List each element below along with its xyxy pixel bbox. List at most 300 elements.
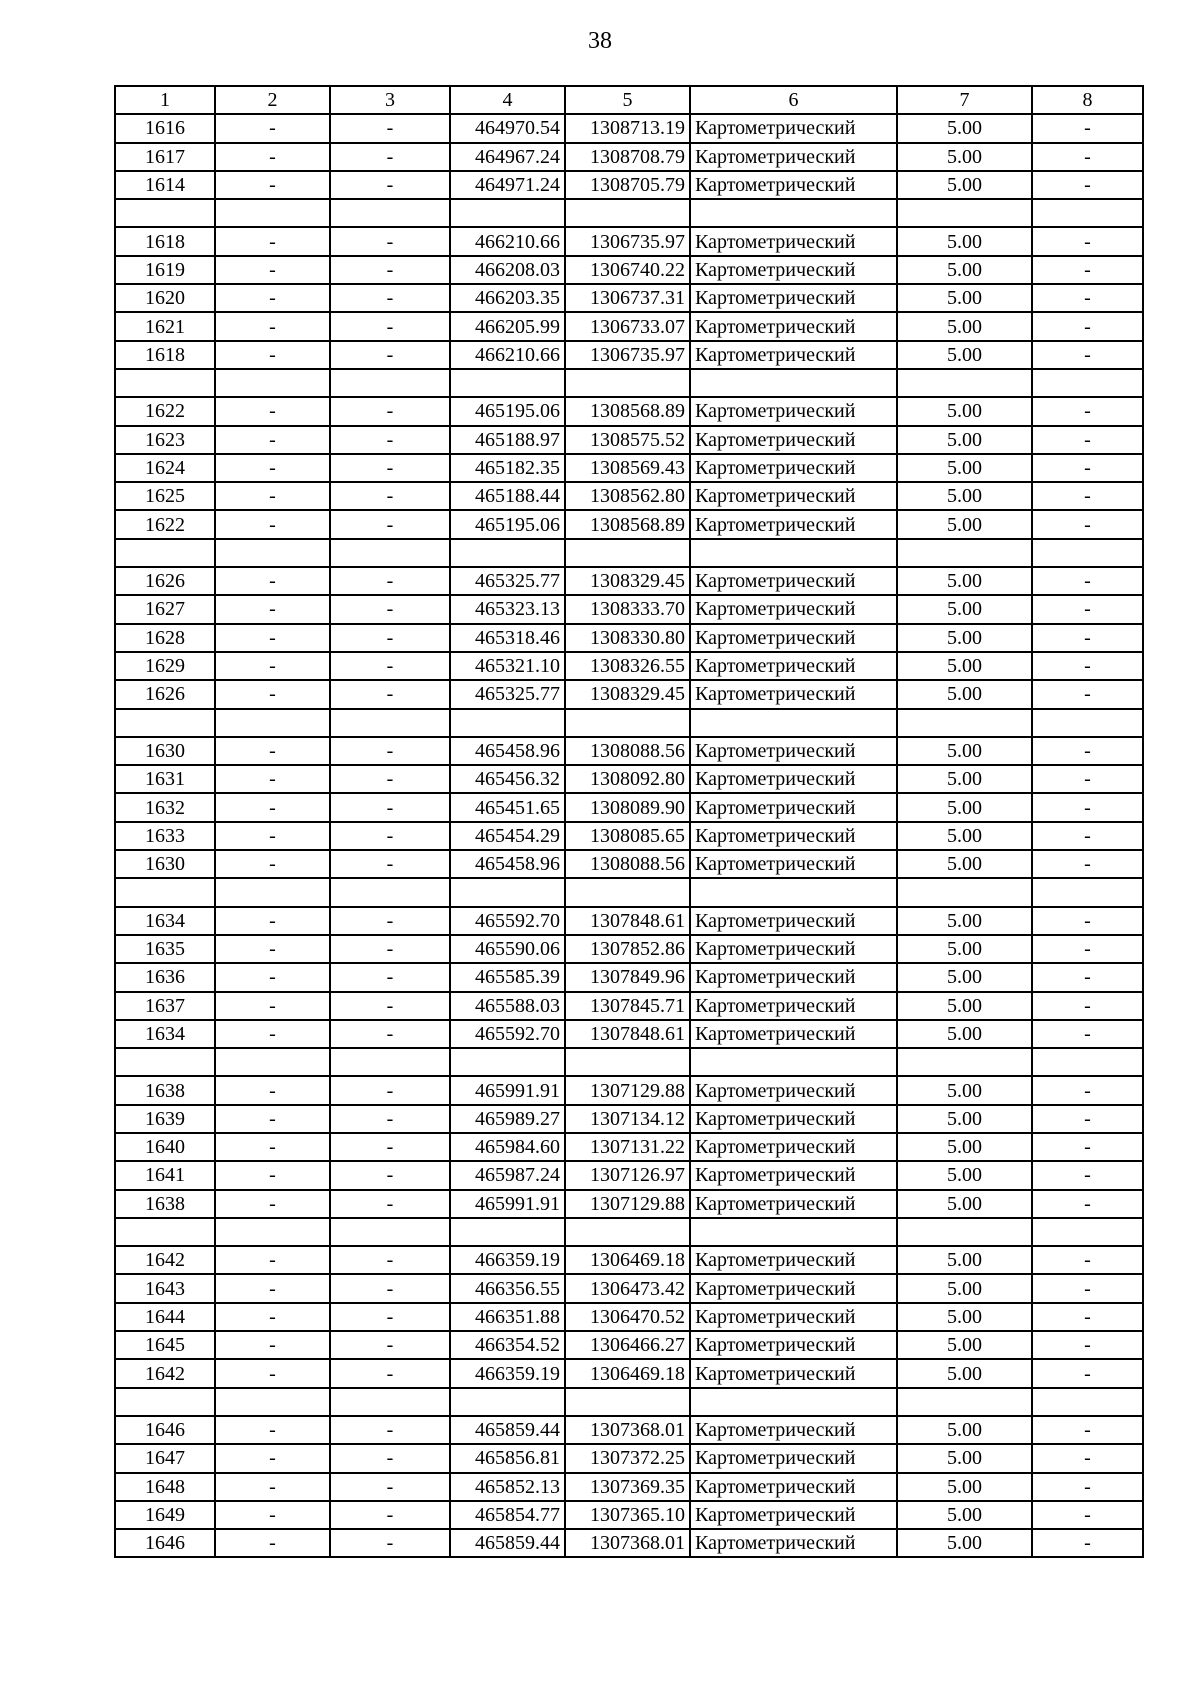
cell-col2: - (215, 1359, 330, 1387)
accuracy: 5.00 (897, 1501, 1032, 1529)
cell-col2 (215, 199, 330, 227)
table-row (115, 1501, 1143, 1529)
point-number: 1629 (115, 652, 215, 680)
cell-col2: - (215, 850, 330, 878)
accuracy: 5.00 (897, 1444, 1032, 1472)
coord-x: 466203.35 (450, 284, 565, 312)
cell-col3: - (330, 1303, 450, 1331)
point-number: 1642 (115, 1246, 215, 1274)
cell-col2: - (215, 1190, 330, 1218)
coord-x (450, 539, 565, 567)
cell-col8 (1032, 878, 1143, 906)
cell-col8: - (1032, 1020, 1143, 1048)
method: Картометрический (690, 822, 897, 850)
accuracy: 5.00 (897, 426, 1032, 454)
table-row (115, 341, 1143, 369)
point-number (115, 709, 215, 737)
coord-x: 465188.97 (450, 426, 565, 454)
cell-col2: - (215, 171, 330, 199)
cell-col8: - (1032, 510, 1143, 538)
coord-y: 1308085.65 (565, 822, 690, 850)
cell-col2: - (215, 397, 330, 425)
table-row (115, 1076, 1143, 1104)
coord-y: 1308568.89 (565, 510, 690, 538)
table-row (115, 143, 1143, 171)
point-number (115, 199, 215, 227)
table-row (115, 482, 1143, 510)
coord-y: 1307365.10 (565, 1501, 690, 1529)
cell-col2: - (215, 1105, 330, 1133)
coord-y (565, 709, 690, 737)
coord-y: 1306733.07 (565, 312, 690, 340)
cell-col3: - (330, 652, 450, 680)
accuracy (897, 369, 1032, 397)
point-number: 1634 (115, 907, 215, 935)
cell-col8 (1032, 1048, 1143, 1076)
coord-x: 465458.96 (450, 737, 565, 765)
accuracy: 5.00 (897, 935, 1032, 963)
coord-y (565, 1388, 690, 1416)
table-row (115, 171, 1143, 199)
method: Картометрический (690, 567, 897, 595)
cell-col3: - (330, 1246, 450, 1274)
method: Картометрический (690, 850, 897, 878)
cell-col8: - (1032, 227, 1143, 255)
cell-col3: - (330, 143, 450, 171)
cell-col3 (330, 1218, 450, 1246)
point-number: 1637 (115, 992, 215, 1020)
coord-y: 1307369.35 (565, 1473, 690, 1501)
method: Картометрический (690, 1161, 897, 1189)
table-row (115, 907, 1143, 935)
cell-col2: - (215, 935, 330, 963)
accuracy: 5.00 (897, 1303, 1032, 1331)
coord-x (450, 1048, 565, 1076)
point-number (115, 539, 215, 567)
coord-x: 465991.91 (450, 1076, 565, 1104)
cell-col8 (1032, 199, 1143, 227)
point-number: 1646 (115, 1529, 215, 1557)
cell-col2: - (215, 992, 330, 1020)
cell-col2: - (215, 341, 330, 369)
coord-y: 1307368.01 (565, 1529, 690, 1557)
table-row (115, 850, 1143, 878)
coord-x (450, 1388, 565, 1416)
coord-y: 1307134.12 (565, 1105, 690, 1133)
point-number: 1645 (115, 1331, 215, 1359)
method: Картометрический (690, 1473, 897, 1501)
cell-col8 (1032, 369, 1143, 397)
method: Картометрический (690, 1274, 897, 1302)
coord-y: 1306735.97 (565, 227, 690, 255)
cell-col8: - (1032, 114, 1143, 142)
cell-col2: - (215, 1076, 330, 1104)
separator-row (115, 539, 1143, 567)
cell-col8: - (1032, 256, 1143, 284)
coordinates-table (114, 85, 1144, 1558)
cell-col3 (330, 199, 450, 227)
coord-y: 1306735.97 (565, 341, 690, 369)
method: Картометрический (690, 1105, 897, 1133)
point-number: 1625 (115, 482, 215, 510)
cell-col3: - (330, 341, 450, 369)
accuracy: 5.00 (897, 341, 1032, 369)
coord-x: 465859.44 (450, 1529, 565, 1557)
cell-col2: - (215, 510, 330, 538)
cell-col8: - (1032, 992, 1143, 1020)
cell-col2: - (215, 454, 330, 482)
cell-col3: - (330, 595, 450, 623)
cell-col8: - (1032, 1133, 1143, 1161)
cell-col8: - (1032, 312, 1143, 340)
accuracy: 5.00 (897, 143, 1032, 171)
method: Картометрический (690, 1190, 897, 1218)
accuracy: 5.00 (897, 595, 1032, 623)
point-number: 1639 (115, 1105, 215, 1133)
cell-col3 (330, 369, 450, 397)
coord-x: 465856.81 (450, 1444, 565, 1472)
table-row (115, 1190, 1143, 1218)
cell-col3: - (330, 907, 450, 935)
coord-y: 1308562.80 (565, 482, 690, 510)
method: Картометрический (690, 680, 897, 708)
cell-col3: - (330, 312, 450, 340)
accuracy: 5.00 (897, 1076, 1032, 1104)
accuracy: 5.00 (897, 1161, 1032, 1189)
cell-col8: - (1032, 1359, 1143, 1387)
method: Картометрический (690, 1529, 897, 1557)
coord-x: 464971.24 (450, 171, 565, 199)
column-header: 3 (330, 86, 450, 114)
coord-x: 465451.65 (450, 793, 565, 821)
accuracy (897, 709, 1032, 737)
cell-col8: - (1032, 143, 1143, 171)
coord-y: 1308089.90 (565, 793, 690, 821)
point-number: 1618 (115, 341, 215, 369)
coord-x: 465590.06 (450, 935, 565, 963)
cell-col2: - (215, 1473, 330, 1501)
point-number: 1644 (115, 1303, 215, 1331)
separator-row (115, 1048, 1143, 1076)
point-number (115, 1218, 215, 1246)
cell-col3: - (330, 822, 450, 850)
cell-col3: - (330, 454, 450, 482)
method: Картометрический (690, 397, 897, 425)
separator-row (115, 199, 1143, 227)
cell-col2: - (215, 963, 330, 991)
cell-col8: - (1032, 1076, 1143, 1104)
coord-y: 1308326.55 (565, 652, 690, 680)
table-row (115, 567, 1143, 595)
cell-col2: - (215, 1331, 330, 1359)
method: Картометрический (690, 1444, 897, 1472)
cell-col3: - (330, 1076, 450, 1104)
point-number: 1638 (115, 1190, 215, 1218)
cell-col3: - (330, 935, 450, 963)
cell-col3: - (330, 737, 450, 765)
coord-y: 1308329.45 (565, 680, 690, 708)
column-header: 4 (450, 86, 565, 114)
cell-col2: - (215, 765, 330, 793)
method: Картометрический (690, 595, 897, 623)
accuracy: 5.00 (897, 624, 1032, 652)
method: Картометрический (690, 1331, 897, 1359)
cell-col8: - (1032, 1331, 1143, 1359)
coord-x: 465585.39 (450, 963, 565, 991)
point-number: 1616 (115, 114, 215, 142)
accuracy (897, 878, 1032, 906)
point-number: 1636 (115, 963, 215, 991)
accuracy: 5.00 (897, 652, 1032, 680)
coord-x: 465987.24 (450, 1161, 565, 1189)
cell-col2: - (215, 822, 330, 850)
cell-col3: - (330, 1274, 450, 1302)
method: Картометрический (690, 143, 897, 171)
coord-y: 1306737.31 (565, 284, 690, 312)
point-number: 1627 (115, 595, 215, 623)
coord-y: 1306740.22 (565, 256, 690, 284)
point-number (115, 878, 215, 906)
accuracy: 5.00 (897, 1020, 1032, 1048)
table-row (115, 1416, 1143, 1444)
table-row (115, 1274, 1143, 1302)
cell-col8: - (1032, 341, 1143, 369)
point-number: 1626 (115, 680, 215, 708)
coord-y: 1308088.56 (565, 850, 690, 878)
method: Картометрический (690, 510, 897, 538)
coord-y: 1308333.70 (565, 595, 690, 623)
coord-y: 1307372.25 (565, 1444, 690, 1472)
coord-x: 465991.91 (450, 1190, 565, 1218)
cell-col2: - (215, 284, 330, 312)
point-number: 1647 (115, 1444, 215, 1472)
point-number: 1634 (115, 1020, 215, 1048)
table-row (115, 1246, 1143, 1274)
cell-col8: - (1032, 595, 1143, 623)
accuracy: 5.00 (897, 1246, 1032, 1274)
coord-y: 1308705.79 (565, 171, 690, 199)
cell-col8: - (1032, 454, 1143, 482)
cell-col2 (215, 1218, 330, 1246)
table-row (115, 992, 1143, 1020)
cell-col3: - (330, 397, 450, 425)
column-header: 2 (215, 86, 330, 114)
cell-col3: - (330, 765, 450, 793)
cell-col2: - (215, 595, 330, 623)
table-row (115, 822, 1143, 850)
cell-col3 (330, 709, 450, 737)
coord-x: 465588.03 (450, 992, 565, 1020)
cell-col3: - (330, 1444, 450, 1472)
cell-col3: - (330, 284, 450, 312)
coord-x: 465859.44 (450, 1416, 565, 1444)
method (690, 539, 897, 567)
cell-col3: - (330, 793, 450, 821)
table-row (115, 1161, 1143, 1189)
accuracy: 5.00 (897, 284, 1032, 312)
point-number: 1618 (115, 227, 215, 255)
coord-x (450, 1218, 565, 1246)
coord-x: 465195.06 (450, 397, 565, 425)
cell-col2: - (215, 1020, 330, 1048)
method: Картометрический (690, 1303, 897, 1331)
cell-col8: - (1032, 935, 1143, 963)
point-number: 1638 (115, 1076, 215, 1104)
cell-col3: - (330, 963, 450, 991)
method: Картометрический (690, 256, 897, 284)
table-row (115, 256, 1143, 284)
page-number: 38 (588, 28, 612, 54)
coord-y: 1308708.79 (565, 143, 690, 171)
table-row (115, 1303, 1143, 1331)
point-number: 1623 (115, 426, 215, 454)
cell-col2 (215, 539, 330, 567)
coord-y: 1306466.27 (565, 1331, 690, 1359)
accuracy: 5.00 (897, 312, 1032, 340)
accuracy: 5.00 (897, 454, 1032, 482)
coord-y: 1308713.19 (565, 114, 690, 142)
method: Картометрический (690, 1133, 897, 1161)
table-row (115, 624, 1143, 652)
point-number: 1643 (115, 1274, 215, 1302)
coord-y: 1308569.43 (565, 454, 690, 482)
cell-col8: - (1032, 1105, 1143, 1133)
cell-col2: - (215, 680, 330, 708)
cell-col2: - (215, 1274, 330, 1302)
coord-y (565, 369, 690, 397)
coord-y: 1307368.01 (565, 1416, 690, 1444)
cell-col8: - (1032, 1274, 1143, 1302)
cell-col8: - (1032, 1416, 1143, 1444)
table-row (115, 1359, 1143, 1387)
accuracy (897, 199, 1032, 227)
accuracy: 5.00 (897, 1416, 1032, 1444)
separator-row (115, 709, 1143, 737)
cell-col2 (215, 709, 330, 737)
cell-col2: - (215, 426, 330, 454)
method (690, 369, 897, 397)
cell-col8: - (1032, 680, 1143, 708)
method (690, 1218, 897, 1246)
cell-col3 (330, 878, 450, 906)
column-header: 8 (1032, 86, 1143, 114)
cell-col2 (215, 369, 330, 397)
accuracy: 5.00 (897, 171, 1032, 199)
cell-col2: - (215, 567, 330, 595)
cell-col3: - (330, 426, 450, 454)
accuracy: 5.00 (897, 567, 1032, 595)
point-number: 1632 (115, 793, 215, 821)
point-number: 1635 (115, 935, 215, 963)
cell-col2: - (215, 793, 330, 821)
table-row (115, 765, 1143, 793)
cell-col2: - (215, 907, 330, 935)
table-row (115, 793, 1143, 821)
method (690, 709, 897, 737)
cell-col8: - (1032, 822, 1143, 850)
point-number: 1619 (115, 256, 215, 284)
coord-x: 466210.66 (450, 341, 565, 369)
cell-col3: - (330, 256, 450, 284)
coord-y: 1307848.61 (565, 1020, 690, 1048)
coord-y: 1307129.88 (565, 1076, 690, 1104)
cell-col2 (215, 1048, 330, 1076)
cell-col8: - (1032, 1303, 1143, 1331)
cell-col8: - (1032, 1444, 1143, 1472)
coord-x: 465458.96 (450, 850, 565, 878)
coord-x: 465592.70 (450, 1020, 565, 1048)
cell-col8: - (1032, 397, 1143, 425)
cell-col8 (1032, 709, 1143, 737)
cell-col3: - (330, 1331, 450, 1359)
cell-col8: - (1032, 1246, 1143, 1274)
point-number: 1649 (115, 1501, 215, 1529)
column-header: 6 (690, 86, 897, 114)
coord-x: 465456.32 (450, 765, 565, 793)
coord-y (565, 1048, 690, 1076)
cell-col3: - (330, 680, 450, 708)
accuracy: 5.00 (897, 793, 1032, 821)
accuracy: 5.00 (897, 256, 1032, 284)
table-row (115, 1105, 1143, 1133)
coord-x: 465325.77 (450, 680, 565, 708)
coord-x: 466354.52 (450, 1331, 565, 1359)
table-row (115, 114, 1143, 142)
point-number: 1620 (115, 284, 215, 312)
accuracy: 5.00 (897, 1359, 1032, 1387)
method: Картометрический (690, 1501, 897, 1529)
coord-y: 1306469.18 (565, 1246, 690, 1274)
cell-col3: - (330, 624, 450, 652)
cell-col8: - (1032, 793, 1143, 821)
table-row (115, 312, 1143, 340)
coord-y: 1307848.61 (565, 907, 690, 935)
point-number: 1631 (115, 765, 215, 793)
method: Картометрический (690, 652, 897, 680)
cell-col8: - (1032, 652, 1143, 680)
coord-x: 465188.44 (450, 482, 565, 510)
separator-row (115, 1218, 1143, 1246)
coord-x: 464967.24 (450, 143, 565, 171)
coord-x: 465195.06 (450, 510, 565, 538)
cell-col8: - (1032, 963, 1143, 991)
table-row (115, 963, 1143, 991)
table-row (115, 595, 1143, 623)
accuracy (897, 539, 1032, 567)
table-body (115, 86, 1143, 1557)
coord-x: 465984.60 (450, 1133, 565, 1161)
cell-col8: - (1032, 1190, 1143, 1218)
method: Картометрический (690, 171, 897, 199)
cell-col3: - (330, 1190, 450, 1218)
coord-x: 465182.35 (450, 454, 565, 482)
method: Картометрический (690, 907, 897, 935)
coord-x: 465854.77 (450, 1501, 565, 1529)
point-number: 1626 (115, 567, 215, 595)
coord-y: 1307126.97 (565, 1161, 690, 1189)
point-number: 1621 (115, 312, 215, 340)
table-row (115, 935, 1143, 963)
method: Картометрический (690, 793, 897, 821)
coord-y (565, 878, 690, 906)
table-row (115, 1473, 1143, 1501)
point-number: 1617 (115, 143, 215, 171)
table-row (115, 1331, 1143, 1359)
accuracy: 5.00 (897, 227, 1032, 255)
point-number (115, 1048, 215, 1076)
coord-x: 466356.55 (450, 1274, 565, 1302)
cell-col3: - (330, 1416, 450, 1444)
